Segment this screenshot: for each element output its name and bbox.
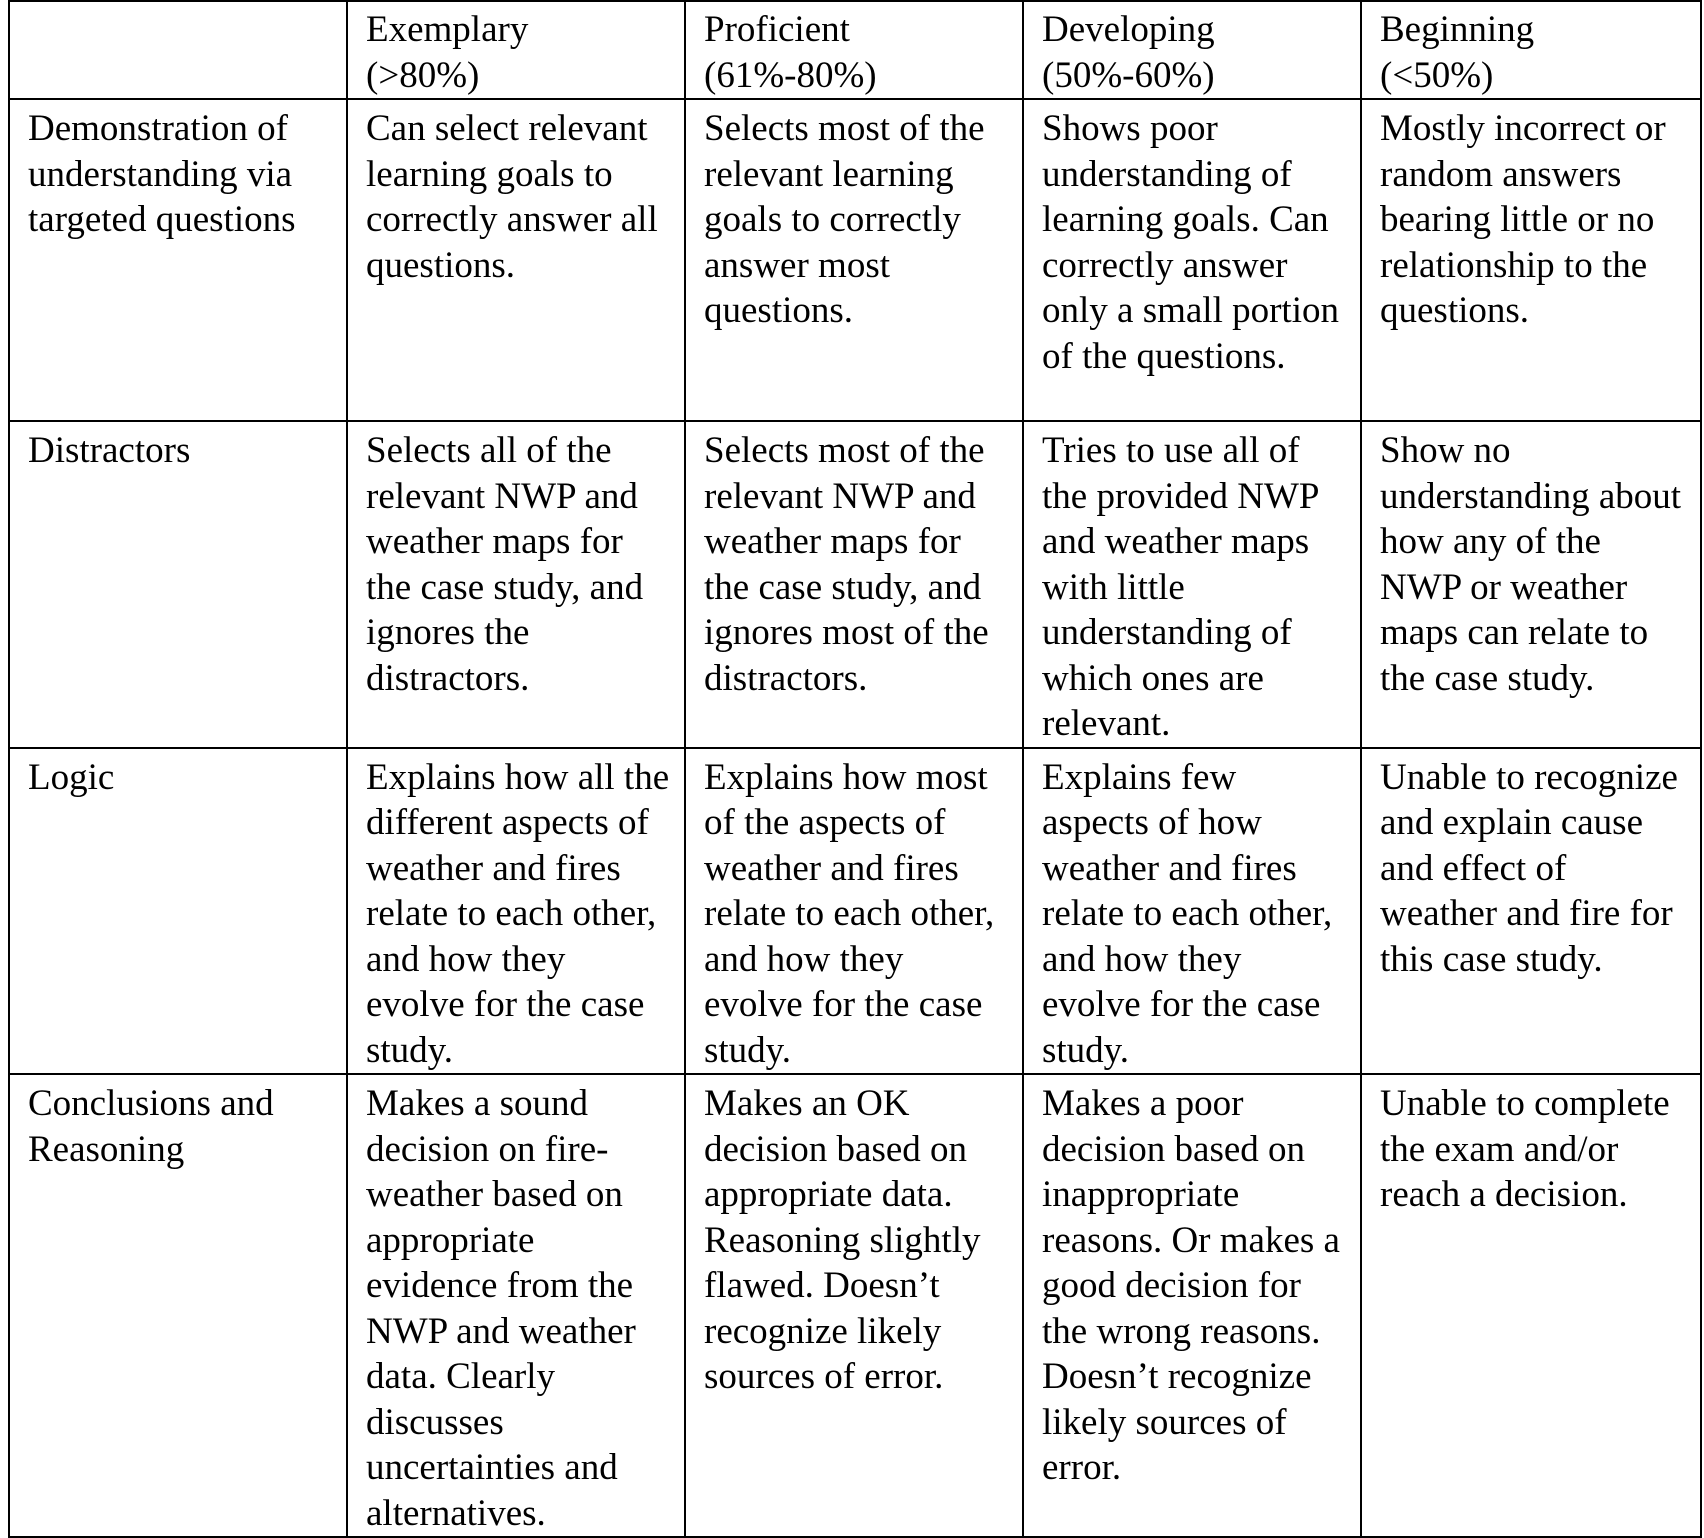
- header-cell-developing: Developing (50%-60%): [1023, 1, 1361, 99]
- proficient-cell: Selects most of the relevant learning goals to correctly answer most questions.: [685, 99, 1023, 421]
- beginning-cell: Unable to recognize and explain cause and effect of weather and fire for this case study.: [1361, 748, 1701, 1075]
- criterion-cell: Conclusions and Reasoning: [9, 1074, 347, 1537]
- table-row: [9, 1074, 1701, 1537]
- exemplary-cell: Explains how all the different aspects of weather and fires relate to each other, and how they evolve for the case study.: [347, 748, 685, 1075]
- proficient-cell: Explains how most of the aspects of weather and fires relate to each other, and how they evolve for the case study.: [685, 748, 1023, 1075]
- table-header-row: [9, 1, 1701, 99]
- developing-cell: Explains few aspects of how weather and fires relate to each other, and how they evolve for the case study.: [1023, 748, 1361, 1075]
- beginning-cell: Show no understanding about how any of the NWP or weather maps can relate to the case study.: [1361, 421, 1701, 748]
- rubric-table: [8, 0, 1702, 1538]
- header-cell-exemplary: Exemplary (>80%): [347, 1, 685, 99]
- beginning-cell: Unable to complete the exam and/or reach a decision.: [1361, 1074, 1701, 1537]
- proficient-cell: Makes an OK decision based on appropriate data. Reasoning slightly flawed. Doesn’t recognize likely sources of error.: [685, 1074, 1023, 1537]
- beginning-cell: Mostly incorrect or random answers bearing little or no relationship to the questions.: [1361, 99, 1701, 421]
- developing-cell: Makes a poor decision based on inappropriate reasons. Or makes a good decision for the wrong reasons. Doesn’t recognize likely sources of error.: [1023, 1074, 1361, 1537]
- header-cell-proficient: Proficient (61%-80%): [685, 1, 1023, 99]
- header-cell-blank: [9, 1, 347, 99]
- proficient-cell: Selects most of the relevant NWP and weather maps for the case study, and ignores most of the distractors.: [685, 421, 1023, 748]
- table-row: [9, 99, 1701, 421]
- table-row: [9, 421, 1701, 748]
- criterion-cell: Demonstration of understanding via targeted questions: [9, 99, 347, 421]
- exemplary-cell: Makes a sound decision on fire-weather based on appropriate evidence from the NWP and weather data. Clearly discusses uncertainties and alternatives.: [347, 1074, 685, 1537]
- table-row: [9, 748, 1701, 1075]
- developing-cell: Shows poor understanding of learning goals. Can correctly answer only a small portion of the questions.: [1023, 99, 1361, 421]
- exemplary-cell: Can select relevant learning goals to correctly answer all questions.: [347, 99, 685, 421]
- criterion-cell: Logic: [9, 748, 347, 1075]
- criterion-cell: Distractors: [9, 421, 347, 748]
- header-cell-beginning: Beginning (<50%): [1361, 1, 1701, 99]
- exemplary-cell: Selects all of the relevant NWP and weather maps for the case study, and ignores the distractors.: [347, 421, 685, 748]
- developing-cell: Tries to use all of the provided NWP and weather maps with little understanding of which ones are relevant.: [1023, 421, 1361, 748]
